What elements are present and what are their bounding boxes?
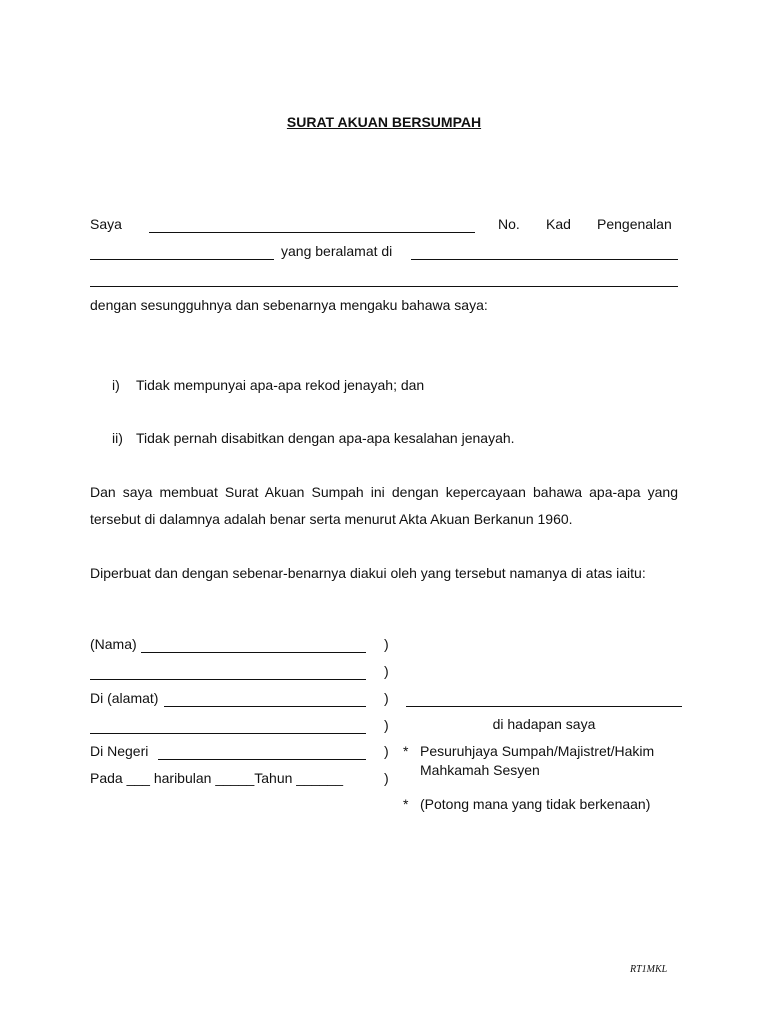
name-blank[interactable] [149,232,475,233]
label-kad: Kad [546,216,571,232]
commissioner-title-2: Mahkamah Sesyen [420,762,540,778]
item-number: ii) [112,430,123,446]
item-number: i) [112,377,120,393]
label-negeri: Di Negeri [90,743,149,759]
asterisk: * [403,796,409,812]
alamat-blank-2[interactable] [90,733,366,734]
negeri-blank[interactable] [158,759,366,760]
nama-blank[interactable] [141,652,366,653]
attestation-paragraph: Diperbuat dan dengan sebenar-benarnya diakui oleh yang tersebut namanya di atas iaitu: [90,565,646,581]
label-pada: Pada ___ haribulan _____Tahun ______ [90,770,344,786]
form-code: RT1MKL [630,964,668,975]
label-pengenalan: Pengenalan [597,216,672,232]
commissioner-title-1: Pesuruhjaya Sumpah/Majistret/Hakim [420,743,655,759]
paren: ) [384,636,389,652]
paren: ) [384,717,389,733]
label-alamat: Di (alamat) [90,690,159,706]
document-title: SURAT AKUAN BERSUMPAH [286,114,482,130]
label-hadapan: di hadapan saya [492,716,596,732]
paren: ) [384,690,389,706]
paren: ) [384,770,389,786]
declaration-intro: dengan sesungguhnya dan sebenarnya mengaku bahawa saya: [90,297,488,313]
address-blank-2[interactable] [90,286,678,287]
paren: ) [384,743,389,759]
signature-line[interactable] [406,706,682,707]
label-no: No. [498,216,520,232]
belief-paragraph: Dan saya membuat Surat Akuan Sumpah ini dengan kepercayaan bahawa apa-apa yang tersebut di dalamnya adalah benar serta menurut Akta Akuan Berkanun 1960. [90,484,678,527]
address-blank-1[interactable] [411,259,678,260]
strike-note: (Potong mana yang tidak berkenaan) [420,796,651,812]
label-saya: Saya [90,216,122,232]
ic-number-blank[interactable] [90,259,274,260]
asterisk: * [403,743,409,759]
label-beralamat: yang beralamat di [281,243,393,259]
item-text: Tidak pernah disabitkan dengan apa-apa kesalahan jenayah. [136,430,515,446]
alamat-blank[interactable] [164,706,366,707]
label-nama: (Nama) [90,636,137,652]
paren: ) [384,663,389,679]
nama-blank-2[interactable] [90,679,366,680]
item-text: Tidak mempunyai apa-apa rekod jenayah; dan [136,377,425,393]
